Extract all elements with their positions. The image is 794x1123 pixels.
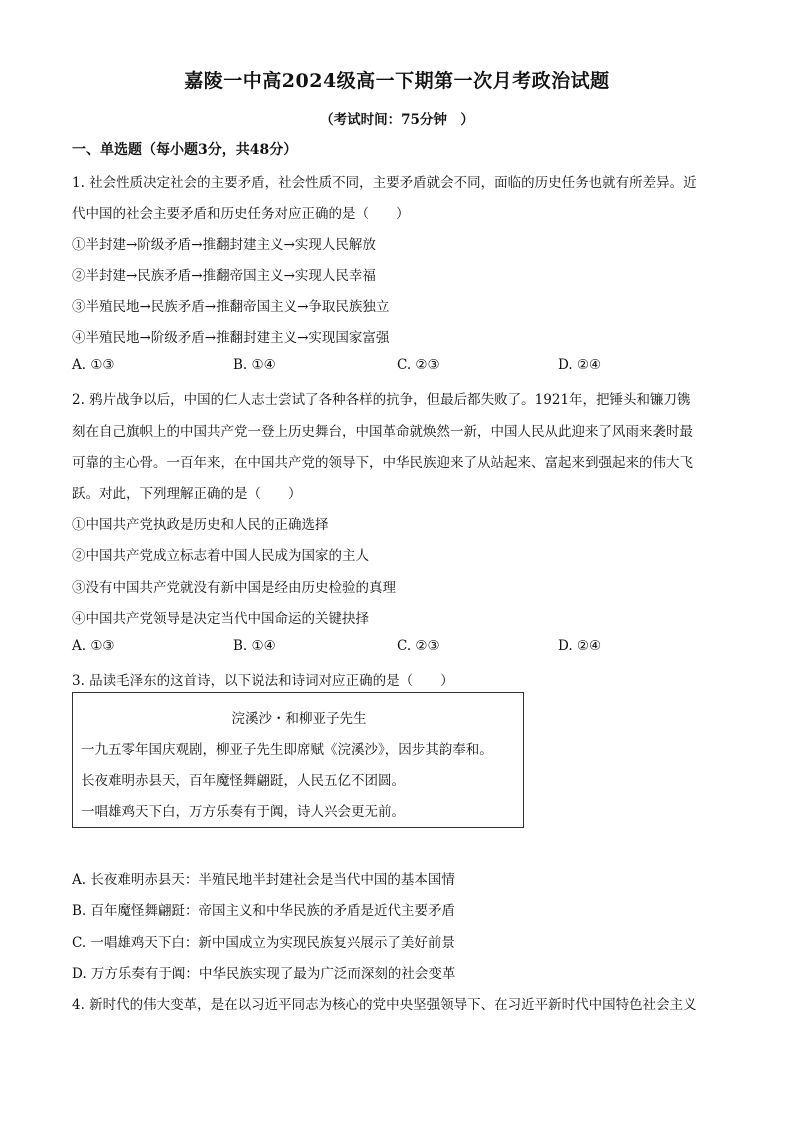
q1-options: [72, 357, 732, 377]
q2-item: ④中国共产党领导是决定当代中国命运的关键抉择: [72, 611, 369, 627]
q2-option-a[interactable]: A. ①③: [72, 638, 115, 654]
poem-line: 长夜难明赤县天，百年魔怪舞翩跹，人民五亿不团圆。: [81, 773, 405, 789]
q3-option-a[interactable]: A. 长夜难明赤县天：半殖民地半封建社会是当代中国的基本国情: [72, 872, 455, 888]
q1-item: ③半殖民地→民族矛盾→推翻帝国主义→争取民族独立: [72, 299, 390, 315]
q4-stem-line: 4. 新时代的伟大变革，是在以习近平同志为核心的党中央坚强领导下、在习近平新时代中国特色社会主义: [72, 997, 697, 1013]
q2-option-c[interactable]: C. ②③: [397, 638, 440, 654]
q2-stem-line: 可靠的主心骨。一百年来，在中国共产党的领导下，中华民族迎来了从站起来、富起来到强起来的伟大飞: [72, 455, 693, 471]
q2-item: ③没有中国共产党就没有新中国是经由历史检验的真理: [72, 580, 396, 596]
q2-options: [72, 638, 732, 658]
q1-option-d[interactable]: D. ②④: [558, 357, 602, 373]
q1-option-c[interactable]: C. ②③: [397, 357, 440, 373]
q3-option-b[interactable]: B. 百年魔怪舞翩跹：帝国主义和中华民族的矛盾是近代主要矛盾: [72, 903, 456, 919]
q2-item: ②中国共产党成立标志着中国人民成为国家的主人: [72, 548, 369, 564]
q1-item: ④半殖民地→阶级矛盾→推翻封建主义→实现国家富强: [72, 330, 390, 346]
q3-stem: 3. 品读毛泽东的这首诗，以下说法和诗词对应正确的是（ ）: [72, 673, 454, 689]
q1-stem-line: 代中国的社会主要矛盾和历史任务对应正确的是（ ）: [72, 206, 410, 222]
q1-item: ①半封建→阶级矛盾→推翻封建主义→实现人民解放: [72, 237, 376, 253]
q3-option-c[interactable]: C. 一唱雄鸡天下白：新中国成立为实现民族复兴展示了美好前景: [72, 935, 455, 951]
q2-stem-line: 跃。对此，下列理解正确的是（ ）: [72, 486, 302, 502]
q2-stem-line: 2. 鸦片战争以后，中国的仁人志士尝试了各种各样的抗争，但最后都失败了。1921年，把锤头和镰刀镌: [72, 392, 691, 408]
q2-option-d[interactable]: D. ②④: [558, 638, 602, 654]
q1-option-b[interactable]: B. ①④: [233, 357, 276, 373]
exam-title: 嘉陵一中高2024级高一下期第一次月考政治试题: [184, 70, 610, 92]
q3-option-d[interactable]: D. 万方乐奏有于阗：中华民族实现了最为广泛而深刻的社会变革: [72, 966, 456, 982]
q1-item: ②半封建→民族矛盾→推翻帝国主义→实现人民幸福: [72, 268, 376, 284]
exam-duration: （考试时间：75分钟 ）: [320, 112, 474, 128]
q1-stem-line: 1. 社会性质决定社会的主要矛盾，社会性质不同，主要矛盾就会不同，面临的历史任务也就有所差异。近: [72, 175, 697, 191]
poem-preface: 一九五零年国庆观剧，柳亚子先生即席赋《浣溪沙》，因步其韵奉和。: [81, 742, 493, 758]
poem-box: [72, 692, 524, 828]
q2-item: ①中国共产党执政是历史和人民的正确选择: [72, 517, 329, 533]
q1-option-a[interactable]: A. ①③: [72, 357, 115, 373]
section-heading: 一、单选题（每小题3分，共48分）: [72, 142, 298, 158]
poem-title: 浣溪沙・和柳亚子先生: [231, 711, 367, 727]
poem-line: 一唱雄鸡天下白，万方乐奏有于阗，诗人兴会更无前。: [81, 804, 405, 820]
q2-stem-line: 刻在自己旗帜上的中国共产党一登上历史舞台，中国革命就焕然一新，中国人民从此迎来了风雨来袭时最: [72, 424, 693, 440]
q2-option-b[interactable]: B. ①④: [233, 638, 276, 654]
